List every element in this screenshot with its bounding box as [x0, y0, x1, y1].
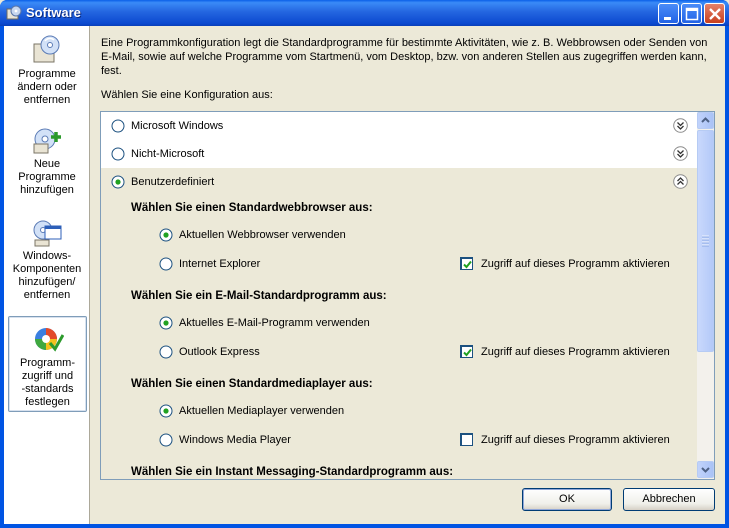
nav-label-add-programs: Neue Programme hinzufügen	[18, 158, 76, 196]
checkbox-mediaplayer-access[interactable]	[460, 433, 473, 446]
radio-non-microsoft[interactable]	[111, 147, 125, 161]
chevron-up-icon[interactable]	[673, 174, 688, 189]
config-row-microsoft-windows[interactable]	[101, 112, 698, 140]
checkbox-label: Zugriff auf dieses Programm aktivieren	[481, 346, 670, 358]
ok-button[interactable]: OK	[522, 488, 612, 511]
maximize-icon	[682, 4, 703, 25]
config-row-custom[interactable]	[101, 168, 698, 196]
section-title-email: Wählen Sie ein E-Mail-Standardprogramm aus:	[131, 290, 387, 302]
radio-current-mediaplayer[interactable]	[159, 404, 173, 418]
option-label: Aktuellen Mediaplayer verwenden	[179, 405, 345, 417]
nav-item-program-access[interactable]	[8, 316, 87, 412]
scroll-thumb[interactable]	[697, 130, 714, 352]
config-row-non-microsoft[interactable]	[101, 140, 698, 168]
configuration-list[interactable]	[100, 111, 715, 480]
nav-sidebar	[4, 26, 90, 524]
software-app-icon	[6, 5, 22, 21]
cd-box-icon	[31, 34, 63, 66]
option-label: Internet Explorer	[179, 258, 261, 270]
radio-windows-media-player[interactable]	[159, 433, 173, 447]
program-access-icon	[32, 323, 64, 355]
scroll-up-button[interactable]	[697, 112, 714, 129]
choose-config-label: Wählen Sie eine Konfiguration aus:	[101, 89, 273, 101]
section-title-messenger: Wählen Sie ein Instant Messaging-Standardprogramm aus:	[131, 466, 454, 478]
arrow-down-icon	[698, 462, 713, 477]
radio-current-email[interactable]	[159, 316, 173, 330]
checkbox-label: Zugriff auf dieses Programm aktivieren	[481, 434, 670, 446]
checkbox-label: Zugriff auf dieses Programm aktivieren	[481, 258, 670, 270]
config-label: Microsoft Windows	[131, 120, 224, 132]
description-text: Eine Programmkonfiguration legt die Standardprogramme für bestimmte Aktivitäten, wie z. B. Webbrowsen oder Senden von E-Mail, sowie auf welche Programme vom Startmenü, vom Desktop, bzw. von anderen Stellen aus zugegriffen werden kann, fest.	[101, 37, 708, 77]
config-label: Benutzerdefiniert	[131, 176, 215, 188]
checkbox-email-access[interactable]	[460, 345, 473, 358]
config-label: Nicht-Microsoft	[131, 148, 205, 160]
option-label: Aktuellen Webbrowser verwenden	[179, 229, 346, 241]
cd-add-icon	[31, 124, 63, 156]
nav-item-add-programs[interactable]	[4, 124, 90, 197]
close-button[interactable]	[704, 3, 725, 24]
window-title: Software	[26, 5, 81, 20]
option-label: Windows Media Player	[179, 434, 291, 446]
vertical-scrollbar[interactable]	[697, 112, 714, 479]
nav-label-windows-components: Windows- Komponenten hinzufügen/ entfernen	[12, 250, 82, 301]
windows-components-icon	[31, 216, 63, 248]
checkbox-browser-access[interactable]	[460, 257, 473, 270]
nav-item-windows-components[interactable]	[4, 216, 90, 302]
maximize-button[interactable]	[681, 3, 702, 24]
nav-label-change-remove: Programme ändern oder entfernen	[17, 68, 77, 106]
radio-microsoft-windows[interactable]	[111, 119, 125, 133]
scroll-down-button[interactable]	[697, 461, 714, 478]
radio-internet-explorer[interactable]	[159, 257, 173, 271]
client-area	[4, 26, 725, 524]
radio-outlook-express[interactable]	[159, 345, 173, 359]
radio-current-browser[interactable]	[159, 228, 173, 242]
chevron-down-icon[interactable]	[673, 118, 688, 133]
arrow-up-icon	[698, 113, 713, 128]
radio-custom[interactable]	[111, 175, 125, 189]
section-title-mediaplayer: Wählen Sie einen Standardmediaplayer aus:	[131, 378, 373, 390]
close-icon	[705, 4, 726, 25]
minimize-icon	[659, 4, 680, 25]
section-title-browser: Wählen Sie einen Standardwebbrowser aus:	[131, 202, 373, 214]
cancel-button[interactable]: Abbrechen	[623, 488, 715, 511]
nav-label-program-access: Programm- zugriff und -standards festlegen	[19, 357, 75, 408]
chevron-down-icon[interactable]	[673, 146, 688, 161]
configuration-list-content	[101, 112, 698, 479]
minimize-button[interactable]	[658, 3, 679, 24]
option-label: Outlook Express	[179, 346, 260, 358]
grip-icon	[698, 131, 713, 351]
title-bar[interactable]	[0, 0, 729, 26]
nav-item-change-remove[interactable]	[4, 34, 90, 107]
custom-config-body	[101, 196, 698, 480]
option-label: Aktuelles E-Mail-Programm verwenden	[179, 317, 370, 329]
